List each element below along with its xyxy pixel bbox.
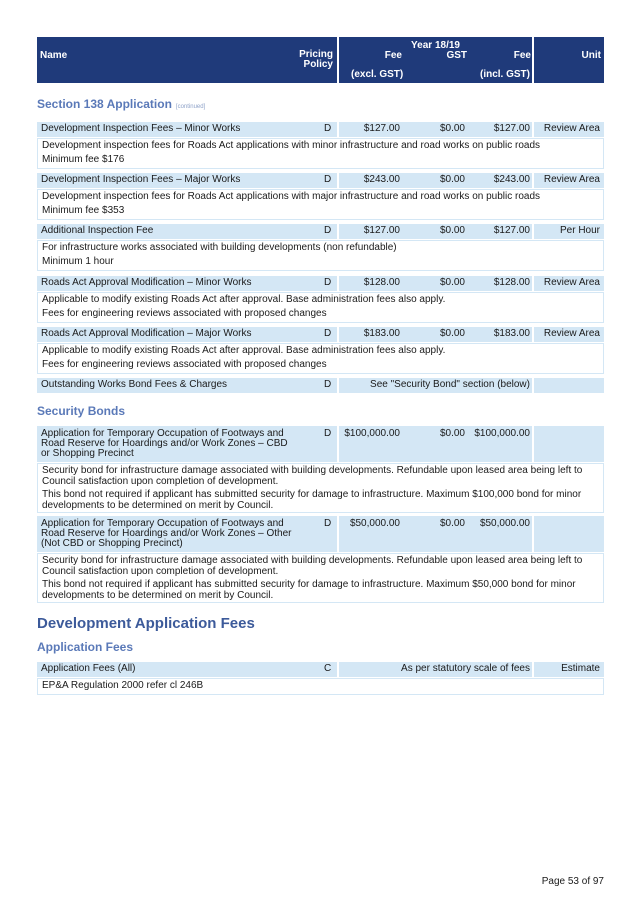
desc-line: EP&A Regulation 2000 refer cl 246B — [42, 680, 204, 691]
row-policy: D — [324, 123, 332, 134]
row-policy: D — [324, 379, 332, 390]
row-fee: $128.00 — [363, 277, 400, 288]
row-fee: $183.00 — [363, 328, 400, 339]
row-policy: D — [324, 328, 332, 339]
row-name-line: Road Reserve for Hoardings and/or Work Zones – Other — [41, 528, 292, 539]
row-name-line: Application for Temporary Occupation of Footways and — [41, 518, 284, 529]
row-unit: Review Area — [543, 123, 600, 134]
row-fee: $127.00 — [363, 225, 400, 236]
row-unit: Review Area — [543, 174, 600, 185]
row-name: Outstanding Works Bond Fees & Charges — [41, 379, 228, 390]
row-name: Development Inspection Fees – Minor Works — [41, 123, 241, 134]
row-policy: D — [324, 225, 332, 236]
header-unit: Unit — [581, 50, 601, 61]
row-name: Development Inspection Fees – Major Works — [41, 174, 241, 185]
row-description — [37, 240, 604, 271]
dev-app-title: Development Application Fees — [37, 615, 255, 632]
desc-line: Fees for engineering reviews associated with proposed changes — [42, 358, 327, 370]
desc-line: Security bond for infrastructure damage associated with building developments. Refundable upon leased area being left to — [42, 555, 583, 566]
row-fee-incl: $50,000.00 — [479, 518, 530, 529]
row-policy: D — [324, 518, 332, 529]
desc-line: For infrastructure works associated with building developments (non refundable) — [42, 242, 397, 253]
row-fee-incl: $243.00 — [493, 174, 530, 185]
row-description — [37, 463, 604, 513]
header-fee: Fee — [384, 50, 402, 61]
desc-line: This bond not required if applicant has submitted security for damage to infrastructure. Maximum $100,000 bond for minor — [42, 489, 582, 500]
desc-line: developments to be determined on merit by Council. — [42, 589, 274, 601]
application-fees-subtitle: Application Fees — [37, 640, 134, 654]
row-fee: $100,000.00 — [344, 428, 400, 439]
desc-line: Development inspection fees for Roads Act applications with minor infrastructure and road works on public roads — [42, 140, 541, 151]
row-policy: C — [324, 663, 332, 674]
header-pricing-line2: Policy — [303, 59, 333, 70]
row-name-line: or Shopping Precinct — [41, 448, 134, 459]
header-incl: (incl. GST) — [480, 69, 530, 80]
desc-line: Minimum fee $353 — [42, 204, 125, 216]
desc-line: This bond not required if applicant has submitted security for damage to infrastructure. Maximum $50,000 bond for minor — [42, 579, 576, 590]
header-gst: GST — [446, 50, 467, 61]
row-gst: $0.00 — [439, 328, 465, 339]
page-number: Page 53 of 97 — [541, 876, 604, 887]
header-excl: (excl. GST) — [351, 69, 404, 80]
desc-line: Fees for engineering reviews associated with proposed changes — [42, 307, 327, 319]
row-description — [37, 343, 604, 374]
desc-line: Applicable to modify existing Roads Act after approval. Base administration fees also apply. — [42, 345, 446, 356]
row-policy: D — [324, 277, 332, 288]
header-fee-block — [339, 37, 532, 83]
row-fee: $50,000.00 — [349, 518, 400, 529]
row-name: Additional Inspection Fee — [41, 225, 154, 236]
section-138-label: Section 138 Application — [37, 97, 172, 111]
row-gst: $0.00 — [439, 428, 465, 439]
header-pricing-line1: Pricing — [299, 49, 333, 60]
row-gst: $0.00 — [439, 123, 465, 134]
row-fee-incl: $100,000.00 — [474, 428, 530, 439]
row-name: Roads Act Approval Modification – Major Works — [41, 328, 252, 339]
desc-line: Council satisfaction upon completion of development. — [42, 565, 279, 577]
continued-label: [continued] — [175, 104, 206, 110]
desc-line: Development inspection fees for Roads Act applications with major infrastructure and road works on public roads — [42, 191, 541, 202]
row-gst: $0.00 — [439, 277, 465, 288]
row-fee: $127.00 — [363, 123, 400, 134]
row-unit: Estimate — [561, 663, 600, 674]
row-name-line: (Not CBD or Shopping Precinct) — [41, 538, 183, 549]
row-description — [37, 292, 604, 323]
row-description — [37, 678, 604, 695]
row-fee-incl: $127.00 — [493, 123, 530, 134]
security-bonds-title: Security Bonds — [37, 404, 126, 418]
row-unit: Review Area — [543, 328, 600, 339]
row-fee-incl: $127.00 — [493, 225, 530, 236]
row-unit: Per Hour — [559, 225, 600, 236]
row-name: Application Fees (All) — [41, 663, 136, 674]
row-fee: $243.00 — [363, 174, 400, 185]
row-gst: $0.00 — [439, 225, 465, 236]
row-fee-incl: $183.00 — [493, 328, 530, 339]
row-name-line: Road Reserve for Hoardings and/or Work Zones – CBD — [41, 438, 288, 449]
desc-line: Applicable to modify existing Roads Act after approval. Base administration fees also apply. — [42, 294, 446, 305]
row-note: As per statutory scale of fees — [401, 663, 530, 674]
header-fee-incl: Fee — [513, 50, 531, 61]
section-138-title — [37, 97, 205, 111]
row-description — [37, 138, 604, 169]
row-unit: Review Area — [543, 277, 600, 288]
header-name: Name — [40, 50, 68, 61]
desc-line: Council satisfaction upon completion of development. — [42, 475, 279, 487]
row-policy: D — [324, 428, 332, 439]
header-pricing-policy — [295, 50, 333, 70]
header-year: Year 18/19 — [411, 40, 460, 51]
desc-line: Minimum fee $176 — [42, 153, 125, 165]
row-description — [37, 553, 604, 603]
header-unit-cell — [534, 37, 604, 83]
header-name-cell — [37, 37, 337, 83]
desc-line: Minimum 1 hour — [42, 255, 114, 267]
table-header — [37, 37, 604, 83]
row-description — [37, 189, 604, 220]
fee-schedule-page — [37, 37, 604, 691]
row-gst: $0.00 — [439, 518, 465, 529]
row-gst: $0.00 — [439, 174, 465, 185]
row-fee-incl: $128.00 — [493, 277, 530, 288]
row-note: See "Security Bond" section (below) — [370, 379, 530, 390]
row-name-line: Application for Temporary Occupation of Footways and — [41, 428, 284, 439]
row-name: Roads Act Approval Modification – Minor Works — [41, 277, 252, 288]
desc-line: Security bond for infrastructure damage associated with building developments. Refundable upon leased area being left to — [42, 465, 583, 476]
row-policy: D — [324, 174, 332, 185]
desc-line: developments to be determined on merit by Council. — [42, 499, 274, 511]
